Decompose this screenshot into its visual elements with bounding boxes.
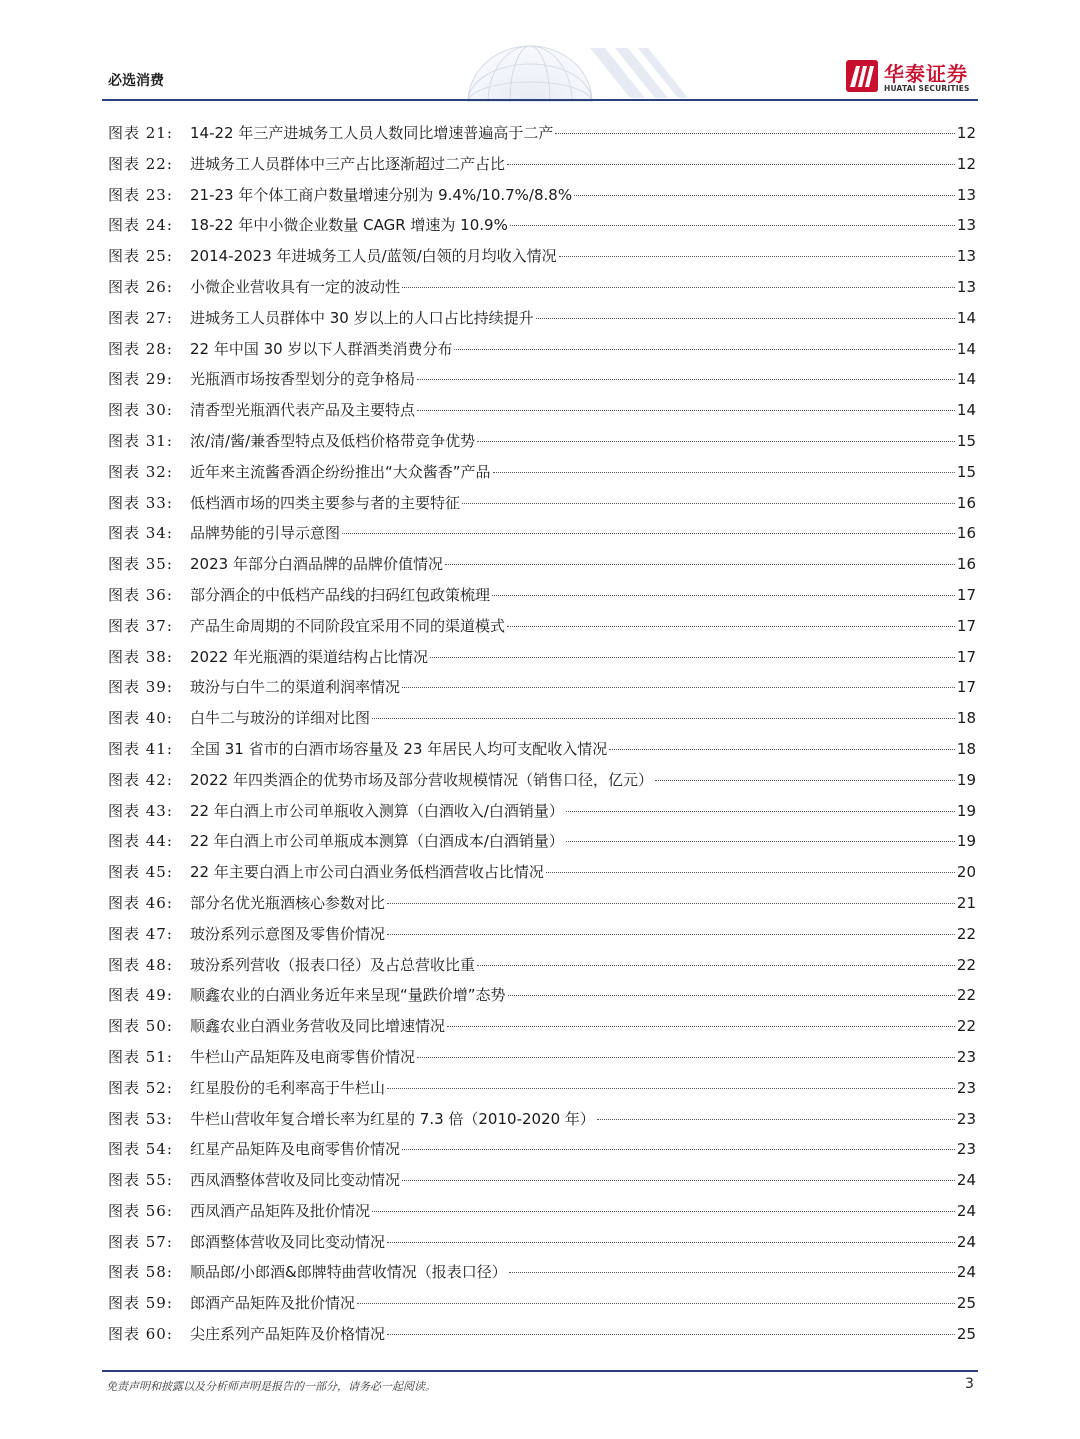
toc-entry[interactable] <box>108 1196 976 1227</box>
toc-entry-title: 2014-2023 年进城务工人员/蓝领/白领的月均收入情况 <box>190 247 557 266</box>
toc-entry-page: 14 <box>956 308 976 327</box>
toc-entry-page: 18 <box>956 709 976 728</box>
toc-entry-label: 图表 56: <box>108 1201 173 1220</box>
toc-entry-label: 图表 54: <box>108 1140 173 1159</box>
toc-entry-page: 22 <box>956 986 976 1005</box>
toc-entry-title: 尖庄系列产品矩阵及价格情况 <box>190 1325 386 1344</box>
toc-dot-leader <box>445 564 955 565</box>
toc-entry-page: 22 <box>956 955 976 974</box>
toc-entry-label: 图表 39: <box>108 678 173 697</box>
toc-entry-page: 17 <box>956 616 976 635</box>
toc-dot-leader <box>447 1026 955 1027</box>
toc-entry-page: 13 <box>956 185 976 204</box>
toc-entry-label: 图表 41: <box>108 739 173 758</box>
figure-index-list <box>108 118 976 1350</box>
toc-entry-page: 21 <box>956 893 976 912</box>
toc-entry[interactable] <box>108 488 976 519</box>
toc-dot-leader <box>492 595 955 596</box>
toc-entry-label: 图表 26: <box>108 277 173 296</box>
toc-entry-title: 郎酒产品矩阵及批价情况 <box>190 1294 356 1313</box>
toc-entry-page: 25 <box>956 1294 976 1313</box>
toc-entry[interactable] <box>108 857 976 888</box>
toc-dot-leader <box>477 441 955 442</box>
toc-entry-label: 图表 51: <box>108 1047 173 1066</box>
toc-dot-leader <box>510 225 955 226</box>
logo-english-text: HUATAI SECURITIES <box>884 84 970 93</box>
toc-entry[interactable] <box>108 1042 976 1073</box>
toc-dot-leader <box>402 287 955 288</box>
toc-entry-title: 白牛二与玻汾的详细对比图 <box>190 709 371 728</box>
toc-entry[interactable] <box>108 241 976 272</box>
toc-entry-label: 图表 47: <box>108 924 173 943</box>
toc-entry-page: 12 <box>956 124 976 142</box>
toc-entry[interactable] <box>108 457 976 488</box>
toc-entry-title: 顺鑫农业白酒业务营收及同比增速情况 <box>190 1017 446 1036</box>
toc-entry[interactable] <box>108 118 976 149</box>
toc-entry-title: 品牌势能的引导示意图 <box>190 524 341 543</box>
toc-entry-page: 24 <box>956 1171 976 1190</box>
toc-entry-title: 21-23 年个体工商户数量增速分别为 9.4%/10.7%/8.8% <box>190 185 573 204</box>
toc-entry-title: 全国 31 省市的白酒市场容量及 23 年居民人均可支配收入情况 <box>190 739 608 758</box>
toc-dot-leader <box>454 349 954 350</box>
toc-entry-label: 图表 38: <box>108 647 173 666</box>
toc-entry[interactable] <box>108 1288 976 1319</box>
toc-entry-page: 22 <box>956 924 976 943</box>
toc-entry-page: 18 <box>956 739 976 758</box>
toc-dot-leader <box>387 903 955 904</box>
toc-entry-label: 图表 21: <box>108 124 173 142</box>
toc-entry-title: 顺鑫农业的白酒业务近年来呈现“量跌价增”态势 <box>190 986 506 1005</box>
toc-entry-label: 图表 25: <box>108 247 173 266</box>
toc-entry[interactable] <box>108 210 976 241</box>
toc-entry-title: 22 年主要白酒上市公司白酒业务低档酒营收占比情况 <box>190 863 544 882</box>
toc-entry-title: 2022 年光瓶酒的渠道结构占比情况 <box>190 647 428 666</box>
toc-entry-page: 20 <box>956 863 976 882</box>
toc-dot-leader <box>555 133 955 134</box>
toc-entry-label: 图表 48: <box>108 955 173 974</box>
toc-entry[interactable] <box>108 703 976 734</box>
toc-dot-leader <box>402 1180 955 1181</box>
toc-entry-label: 图表 22: <box>108 154 173 173</box>
toc-dot-leader <box>509 1272 955 1273</box>
toc-entry[interactable] <box>108 1319 976 1350</box>
toc-entry-title: 低档酒市场的四类主要参与者的主要特征 <box>190 493 461 512</box>
toc-entry[interactable] <box>108 1104 976 1135</box>
toc-entry-label: 图表 31: <box>108 431 173 450</box>
toc-dot-leader <box>402 687 955 688</box>
toc-dot-leader <box>536 318 955 319</box>
toc-entry-label: 图表 49: <box>108 986 173 1005</box>
toc-entry-title: 西凤酒产品矩阵及批价情况 <box>190 1201 371 1220</box>
toc-entry[interactable] <box>108 272 976 303</box>
toc-entry-page: 16 <box>956 555 976 574</box>
toc-entry-label: 图表 34: <box>108 524 173 543</box>
toc-entry[interactable] <box>108 796 976 827</box>
toc-entry[interactable] <box>108 395 976 426</box>
toc-entry-page: 19 <box>956 801 976 820</box>
toc-entry-page: 24 <box>956 1232 976 1251</box>
toc-entry-page: 16 <box>956 524 976 543</box>
toc-dot-leader <box>574 195 955 196</box>
toc-entry-page: 19 <box>956 832 976 851</box>
toc-entry-page: 19 <box>956 770 976 789</box>
toc-entry[interactable] <box>108 888 976 919</box>
toc-dot-leader <box>372 1211 955 1212</box>
toc-entry[interactable] <box>108 580 976 611</box>
toc-entry-page: 24 <box>956 1201 976 1220</box>
toc-entry-page: 13 <box>956 216 976 235</box>
toc-entry-page: 15 <box>956 462 976 481</box>
toc-entry-title: 2022 年四类酒企的优势市场及部分营收规模情况（销售口径，亿元） <box>190 770 653 789</box>
toc-dot-leader <box>402 1149 955 1150</box>
toc-dot-leader <box>559 256 955 257</box>
footer-disclaimer: 免责声明和披露以及分析师声明是报告的一部分，请务必一起阅读。 <box>106 1380 436 1393</box>
toc-entry-label: 图表 44: <box>108 832 173 851</box>
toc-entry[interactable] <box>108 518 976 549</box>
toc-entry-title: 产品生命周期的不同阶段宜采用不同的渠道模式 <box>190 616 506 635</box>
toc-dot-leader <box>387 1334 955 1335</box>
huatai-logo-mark-icon <box>846 60 878 92</box>
toc-dot-leader <box>493 472 955 473</box>
toc-dot-leader <box>387 1242 955 1243</box>
toc-entry[interactable] <box>108 765 976 796</box>
toc-entry[interactable] <box>108 180 976 211</box>
toc-entry-label: 图表 36: <box>108 585 173 604</box>
toc-entry-page: 13 <box>956 247 976 266</box>
toc-entry-title: 进城务工人员群体中三产占比逐渐超过二产占比 <box>190 154 506 173</box>
toc-entry-title: 红星产品矩阵及电商零售价情况 <box>190 1140 401 1159</box>
toc-entry-title: 玻汾系列营收（报表口径）及占总营收比重 <box>190 955 476 974</box>
toc-entry-label: 图表 55: <box>108 1171 173 1190</box>
toc-entry-title: 部分名优光瓶酒核心参数对比 <box>190 893 386 912</box>
toc-entry[interactable] <box>108 149 976 180</box>
toc-entry-label: 图表 40: <box>108 709 173 728</box>
toc-entry[interactable] <box>108 1011 976 1042</box>
toc-entry[interactable] <box>108 1073 976 1104</box>
toc-entry[interactable] <box>108 1165 976 1196</box>
toc-entry-label: 图表 53: <box>108 1109 173 1128</box>
toc-entry-label: 图表 43: <box>108 801 173 820</box>
toc-entry-title: 玻汾与白牛二的渠道利润率情况 <box>190 678 401 697</box>
toc-entry-label: 图表 46: <box>108 893 173 912</box>
toc-dot-leader <box>507 164 955 165</box>
toc-entry[interactable] <box>108 364 976 395</box>
toc-dot-leader <box>477 965 955 966</box>
toc-entry-title: 顺品郎/小郎酒&郎牌特曲营收情况（报表口径） <box>190 1263 507 1282</box>
toc-entry-page: 12 <box>956 154 976 173</box>
toc-entry-page: 17 <box>956 647 976 666</box>
toc-entry-title: 14-22 年三产进城务工人员人数同比增速普遍高于二产 <box>190 124 554 142</box>
toc-dot-leader <box>387 934 955 935</box>
toc-entry-label: 图表 52: <box>108 1078 173 1097</box>
toc-entry-page: 23 <box>956 1109 976 1128</box>
toc-entry-page: 14 <box>956 339 976 358</box>
toc-entry-title: 2023 年部分白酒品牌的品牌价值情况 <box>190 555 443 574</box>
toc-entry-title: 22 年白酒上市公司单瓶收入测算（白酒收入/白酒销量） <box>190 801 564 820</box>
toc-entry[interactable] <box>108 1227 976 1258</box>
toc-entry-page: 17 <box>956 678 976 697</box>
toc-dot-leader <box>566 811 955 812</box>
toc-entry[interactable] <box>108 426 976 457</box>
toc-entry-label: 图表 24: <box>108 216 173 235</box>
toc-dot-leader <box>372 718 955 719</box>
toc-entry-label: 图表 58: <box>108 1263 173 1282</box>
toc-entry-page: 24 <box>956 1263 976 1282</box>
toc-entry-title: 光瓶酒市场按香型划分的竞争格局 <box>190 370 416 389</box>
header-rule <box>102 99 978 101</box>
header-sector-label: 必选消费 <box>108 73 164 89</box>
toc-entry-title: 部分酒企的中低档产品线的扫码红包政策梳理 <box>190 585 491 604</box>
toc-dot-leader <box>462 503 955 504</box>
toc-entry-label: 图表 60: <box>108 1325 173 1344</box>
huatai-logo <box>846 58 980 96</box>
toc-entry-title: 近年来主流酱香酒企纷纷推出“大众酱香”产品 <box>190 462 491 481</box>
toc-entry-page: 17 <box>956 585 976 604</box>
toc-entry[interactable] <box>108 549 976 580</box>
toc-entry-label: 图表 59: <box>108 1294 173 1313</box>
footer-rule <box>102 1370 978 1372</box>
toc-entry-page: 25 <box>956 1325 976 1344</box>
toc-entry-title: 浓/清/酱/兼香型特点及低档价格带竞争优势 <box>190 431 476 450</box>
toc-entry-page: 16 <box>956 493 976 512</box>
toc-dot-leader <box>507 626 955 627</box>
toc-entry-label: 图表 42: <box>108 770 173 789</box>
toc-entry-title: 小微企业营收具有一定的波动性 <box>190 277 401 296</box>
toc-entry[interactable] <box>108 919 976 950</box>
toc-entry[interactable] <box>108 303 976 334</box>
toc-dot-leader <box>609 749 955 750</box>
toc-dot-leader <box>597 1119 955 1120</box>
toc-dot-leader <box>342 533 955 534</box>
toc-entry[interactable] <box>108 334 976 365</box>
toc-entry-label: 图表 27: <box>108 308 173 327</box>
toc-dot-leader <box>417 410 955 411</box>
toc-entry-label: 图表 50: <box>108 1017 173 1036</box>
toc-entry-label: 图表 57: <box>108 1232 173 1251</box>
toc-dot-leader <box>417 379 955 380</box>
toc-entry[interactable] <box>108 642 976 673</box>
toc-entry-label: 图表 32: <box>108 462 173 481</box>
toc-entry-page: 15 <box>956 431 976 450</box>
toc-entry-label: 图表 37: <box>108 616 173 635</box>
toc-entry[interactable] <box>108 734 976 765</box>
globe-watermark-icon <box>440 40 700 102</box>
toc-entry-title: 牛栏山营收年复合增长率为红星的 7.3 倍（2010-2020 年） <box>190 1109 595 1128</box>
toc-dot-leader <box>508 995 955 996</box>
toc-entry-page: 14 <box>956 370 976 389</box>
toc-entry[interactable] <box>108 611 976 642</box>
toc-entry-label: 图表 33: <box>108 493 173 512</box>
page-number: 3 <box>965 1376 974 1392</box>
toc-entry-label: 图表 35: <box>108 555 173 574</box>
toc-entry[interactable] <box>108 826 976 857</box>
toc-entry-title: 22 年中国 30 岁以下人群酒类消费分布 <box>190 339 453 358</box>
toc-entry-label: 图表 28: <box>108 339 173 358</box>
toc-entry[interactable] <box>108 1134 976 1165</box>
toc-entry-title: 清香型光瓶酒代表产品及主要特点 <box>190 401 416 420</box>
toc-dot-leader <box>430 657 955 658</box>
toc-entry-label: 图表 45: <box>108 863 173 882</box>
toc-entry[interactable] <box>108 672 976 703</box>
toc-dot-leader <box>417 1057 955 1058</box>
toc-entry-page: 22 <box>956 1017 976 1036</box>
toc-entry-page: 14 <box>956 401 976 420</box>
toc-entry-page: 23 <box>956 1140 976 1159</box>
toc-entry-label: 图表 23: <box>108 185 173 204</box>
toc-entry-title: 玻汾系列示意图及零售价情况 <box>190 924 386 943</box>
toc-entry-label: 图表 30: <box>108 401 173 420</box>
toc-entry-page: 23 <box>956 1047 976 1066</box>
toc-dot-leader <box>566 841 955 842</box>
logo-chinese-text: 华泰证券 <box>884 62 968 86</box>
toc-entry[interactable] <box>108 950 976 981</box>
toc-entry-title: 西凤酒整体营收及同比变动情况 <box>190 1171 401 1190</box>
toc-dot-leader <box>655 780 955 781</box>
toc-entry-label: 图表 29: <box>108 370 173 389</box>
toc-dot-leader <box>546 872 955 873</box>
toc-entry-title: 牛栏山产品矩阵及电商零售价情况 <box>190 1047 416 1066</box>
toc-entry-page: 13 <box>956 277 976 296</box>
toc-dot-leader <box>387 1088 955 1089</box>
toc-entry-title: 红星股份的毛利率高于牛栏山 <box>190 1078 386 1097</box>
toc-dot-leader <box>357 1303 955 1304</box>
toc-entry[interactable] <box>108 980 976 1011</box>
toc-entry-page: 23 <box>956 1078 976 1097</box>
toc-entry-title: 进城务工人员群体中 30 岁以上的人口占比持续提升 <box>190 308 534 327</box>
toc-entry[interactable] <box>108 1257 976 1288</box>
toc-entry-title: 22 年白酒上市公司单瓶成本测算（白酒成本/白酒销量） <box>190 832 564 851</box>
toc-entry-title: 18-22 年中小微企业数量 CAGR 增速为 10.9% <box>190 216 508 235</box>
toc-entry-title: 郎酒整体营收及同比变动情况 <box>190 1232 386 1251</box>
